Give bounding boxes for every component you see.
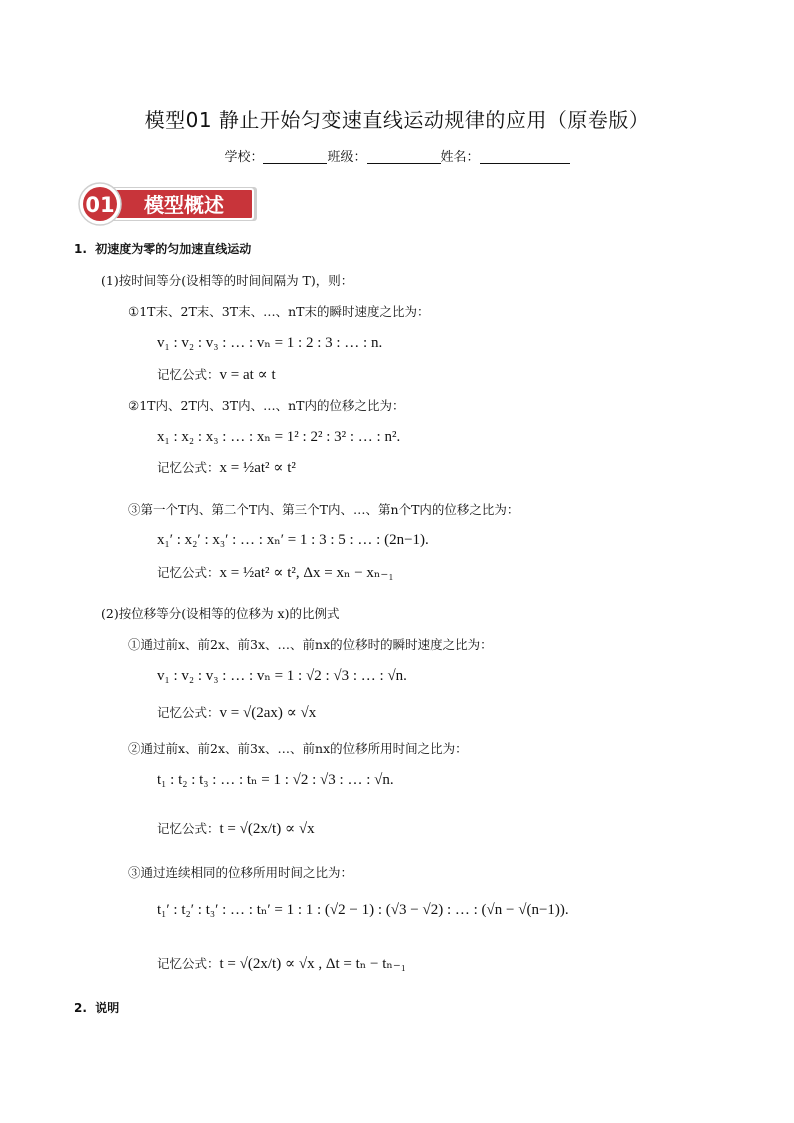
name-blank[interactable] (480, 149, 570, 164)
class-label: 班级： (327, 150, 367, 165)
item4-text: ①通过前x、前2x、前3x、…、前nx的位移时的瞬时速度之比为： (128, 637, 493, 652)
item5-formula: t = √(2x/t) ∝ √x (219, 821, 315, 837)
section2-title: 说明 (95, 1001, 120, 1015)
item1-text: ①1T末、2T末、3T末、…、nT末的瞬时速度之比为： (128, 304, 430, 319)
section1-number: 1. (74, 242, 87, 256)
memory-label: 记忆公式： (157, 565, 220, 580)
item6-memory (157, 953, 406, 973)
section2-number: 2. (74, 1001, 87, 1015)
section1-title: 初速度为零的匀加速直线运动 (95, 242, 252, 256)
memory-label: 记忆公式： (157, 367, 220, 382)
part1-heading: (1)按时间等分(设相等的时间间隔为 T)，则： (101, 273, 354, 288)
item2-memory (157, 457, 296, 477)
item2-formula: x = ½at² ∝ t² (219, 460, 296, 476)
item5-ratio: t₁ : t₂ : t₃ : … : tₙ = 1 : √2 : √3 : … : √n. (157, 772, 394, 788)
memory-label: 记忆公式： (157, 460, 220, 475)
item4-ratio: v₁ : v₂ : v₃ : … : vₙ = 1 : √2 : √3 : … : √n. (157, 668, 407, 684)
section1-heading (74, 240, 251, 257)
badge-label: 模型概述 (144, 193, 224, 217)
item2-ratio: x₁ : x₂ : x₃ : … : xₙ = 1² : 2² : 3² : … : n². (157, 429, 401, 445)
page-title: 模型01 静止开始匀变速直线运动规律的应用（原卷版） (144, 108, 650, 132)
badge-number: 01 (85, 193, 115, 217)
memory-label: 记忆公式： (157, 705, 220, 720)
item5-memory (157, 818, 315, 838)
item5-text: ②通过前x、前2x、前3x、…、前nx的位移所用时间之比为： (128, 741, 468, 756)
item4-memory (157, 702, 316, 722)
item1-formula: v = at ∝ t (219, 367, 276, 383)
section-badge (78, 182, 260, 226)
item4-formula: v = √(2ax) ∝ √x (219, 705, 317, 721)
school-label: 学校： (224, 150, 264, 165)
item3-formula: x = ½at² ∝ t², Δx = xₙ − xₙ₋₁ (219, 565, 394, 581)
class-blank[interactable] (367, 149, 441, 164)
school-blank[interactable] (263, 149, 327, 164)
section2-heading (74, 999, 119, 1016)
item1-memory (157, 364, 276, 384)
item3-text: ③第一个T内、第二个T内、第三个T内、…、第n个T内的位移之比为： (128, 502, 520, 517)
item3-memory (157, 562, 394, 582)
item6-text: ③通过连续相同的位移所用时间之比为： (128, 865, 354, 880)
item1-ratio: v₁ : v₂ : v₃ : … : vₙ = 1 : 2 : 3 : … : n. (157, 335, 383, 351)
part2-heading: (2)按位移等分(设相等的位移为 x)的比例式 (101, 606, 340, 621)
item2-text: ②1T内、2T内、3T内、…、nT内的位移之比为： (128, 398, 405, 413)
item3-ratio: x₁′ : x₂′ : x₃′ : … : xₙ′ = 1 : 3 : 5 : … : (2n−1). (157, 532, 429, 548)
student-info-line (0, 146, 794, 165)
name-label: 姓名： (440, 150, 480, 165)
item6-ratio: t₁′ : t₂′ : t₃′ : … : tₙ′ = 1 : 1 : (√2 − 1) : (√3 − √2) : … : (√n − √(n−1)). (157, 902, 569, 918)
memory-label: 记忆公式： (157, 956, 220, 971)
item6-formula: t = √(2x/t) ∝ √x , Δt = tₙ − tₙ₋₁ (219, 956, 407, 972)
memory-label: 记忆公式： (157, 821, 220, 836)
